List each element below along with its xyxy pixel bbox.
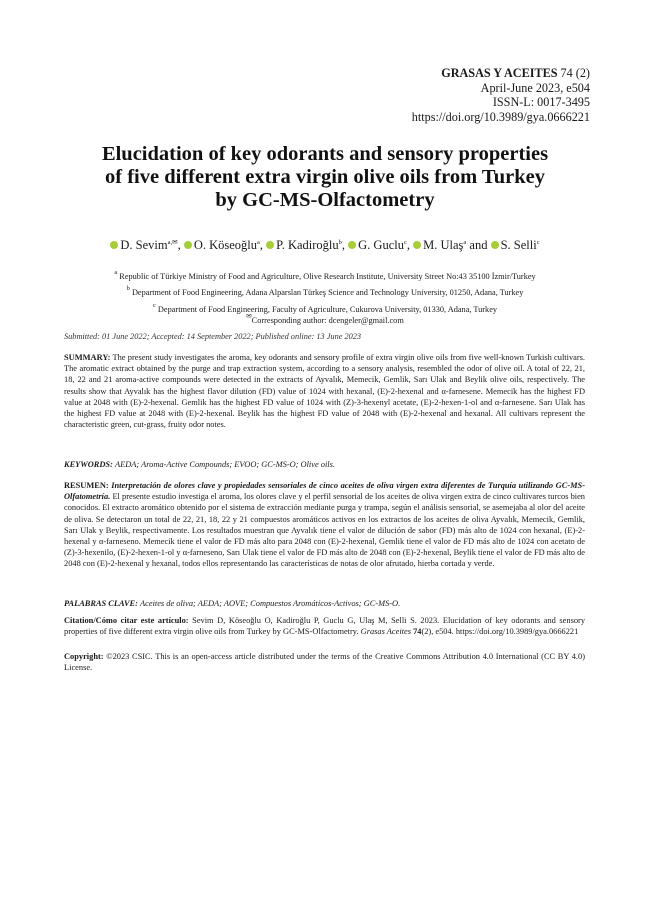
resumen-label: RESUMEN: xyxy=(64,481,109,490)
summary-section xyxy=(64,352,585,430)
resumen-title: Interpretación de olores clave y propiedades sensoriales de cinco aceites de oliva virgen extra diferentes de Turquía utilizando GC-MS-Olfatometría. xyxy=(64,481,585,502)
copyright-section xyxy=(64,651,585,673)
resumen-text: El presente estudio investiga el aroma, los olores clave y el perfil sensorial de los aceites de oliva virgen extra de cinco cultivares turcos bien conocidos. El extracto aromático obtenido por el sistema de extracción mediante purga y trampa, según el análisis sensorial, se asemejaba al olor del aceite de oliva. Se detectaron un total de 22, 21, 18, 22 y 21 compuestos aromáticos activos en los extractos de los aceites de oliva Ayvalık, Memecik, Gemlik, Sarı Ulak y Beylik, respectivamente. Los resultados muestran que Ayvalık tiene el valor de dilución de sabor (FD) más alto de 1024 con hexanal, (E)-2-hexenal y α-farneseno. Memecik tiene el valor de FD más alto para 2048 con (E)-2-hexenal, Gemlik tiene el valor de FD más alto de 1024 con acetato de (Z)-3-hexenilo, (E)-2-hexen-1-ol y α-farneseno, Sarı Ulak tiene el valor de FD más alto de 2048 con (E)-2-hexenal, Beylik tiene el valor de FD más alto de 2048 con (E)-2-hexenal y hexanal, todos ellos representando las características de notas de olor afrutado, hierba cortada y verde. xyxy=(64,492,585,569)
doi-link[interactable]: https://doi.org/10.3989/gya.0666221 xyxy=(411,109,590,124)
summary-text: The present study investigates the aroma, key odorants and sensory profile of extra virgin olive oils from five well-known Turkish cultivars. The aromatic extract obtained by the purge and trap extraction system, according to a sensory analysis, resembled the odor of olive oil. A total of 22, 21, 18, 22 and 21 aroma-active compounds were detected in the extracts of Ayvalık, Memecik, Gemlik, Sarı Ulak and Beylik olive oils, respectively. The results show that Ayvalık has the highest flavor dilution (FD) value of 1024 with hexanal, (E)-2-hexenal and α-farnesene. Memecik has the highest FD value at 2048 with (E)-2-hexenal. Gemlik has the highest FD value of 1024 with (Z)-3-hexenyl acetate, (E)-2-hexen-1-ol and α-farnesene. Sarı Ulak has the highest FD value at 2048 with (E)-2-hexenal. Beylik has the highest FD value of 2048 with (E)-2-hexenal and hexanal. All cultivars represent the characteristic green, cut-grass, fruity odor notes. xyxy=(64,353,585,430)
title-line-3: by GC-MS-Olfactometry xyxy=(215,189,435,211)
author[interactable]: D. Sevim$^{a,✉}$ xyxy=(110,238,177,252)
author[interactable]: P. Kadiroğlu$^b$ xyxy=(266,238,342,252)
title-line-1: Elucidation of key odorants and sensory properties xyxy=(101,143,549,165)
summary-label: SUMMARY: xyxy=(64,353,111,362)
author-list: D. Sevim$^{a,✉}$, O. Köseoğlu$^a$, P. Kadiroğlu$^b$, G. Guclu$^c$, M. Ulaş$^a$ and S. Selli$^c$ xyxy=(0,238,650,253)
title-line-2: of five different extra virgin olive oils from Turkey xyxy=(105,166,545,188)
citation-journal: Grasas Aceites xyxy=(360,627,411,637)
journal-line xyxy=(412,66,590,81)
article-title xyxy=(0,143,650,212)
author[interactable]: S. Selli$^c$ xyxy=(491,238,540,252)
copyright-text: ©2023 CSIC. This is an open-access article distributed under the terms of the Creative Commons Attribution 4.0 International (CC BY 4.0) License. xyxy=(64,652,585,673)
issue-date: April-June 2023, e504 xyxy=(480,80,590,95)
affiliation-b: $^b$ Department of Food Engineering, Adana Alparslan Türkeş Science and Technology University, 01250, Adana, Turkey xyxy=(126,285,524,297)
orcid-icon[interactable] xyxy=(413,241,421,249)
citation-section xyxy=(64,615,585,637)
corresponding-author: ✉Corresponding author: dcengeler@gmail.com xyxy=(246,313,404,325)
affiliation-a: $^a$ Republic of Türkiye Ministry of Food and Agriculture, Olive Research Institute, University Street No:43 35100 İzmir/Turkey xyxy=(114,269,536,281)
palabras-text: Aceites de oliva; AEDA; AOVE; Compuestos Aromáticos-Activos; GC-MS-O. xyxy=(140,599,401,608)
citation-doi[interactable]: (2), e504. https://doi.org/10.3989/gya.0666221 xyxy=(421,627,579,637)
orcid-icon[interactable] xyxy=(348,241,356,249)
palabras-label: PALABRAS CLAVE: xyxy=(64,599,138,608)
orcid-icon[interactable] xyxy=(266,241,274,249)
submission-dates: Submitted: 01 June 2022; Accepted: 14 September 2022; Published online: 13 June 2023 xyxy=(64,332,362,341)
affiliation-c: $^c$ Department of Food Engineering, Faculty of Agriculture, Cukurova University, 01330, Adana, Turkey xyxy=(152,302,498,314)
author[interactable]: G. Guclu$^c$ xyxy=(348,238,407,252)
orcid-icon[interactable] xyxy=(110,241,118,249)
and-word: and xyxy=(469,238,488,252)
orcid-icon[interactable] xyxy=(184,241,192,249)
citation-label: Citation/Cómo citar este artículo: xyxy=(64,616,189,625)
citation-text: Sevim D, Köseoğlu O, Kadiroğlu P, Guclu G, Ulaş M, Selli S. 2023. Elucidation of key odorants and sensory properties of five different extra virgin olive oils from Turkey by GC-MS-Olfactometry. xyxy=(64,616,586,637)
journal-name: GRASAS Y ACEITES xyxy=(441,66,558,80)
keywords-label: KEYWORDS: xyxy=(64,460,113,469)
journal-volume: 74 (2) xyxy=(560,66,590,80)
keywords-text: AEDA; Aroma-Active Compounds; EVOO; GC-MS-O; Olive oils. xyxy=(114,460,335,469)
copyright-label: Copyright: xyxy=(64,652,104,661)
author[interactable]: O. Köseoğlu$^a$ xyxy=(184,238,260,252)
keywords-section xyxy=(64,459,585,470)
journal-header xyxy=(412,66,590,124)
citation-volume: 74 xyxy=(413,627,422,637)
author[interactable]: M. Ulaş$^a$ xyxy=(413,238,466,252)
palabras-clave-section xyxy=(64,598,585,609)
orcid-icon[interactable] xyxy=(491,241,499,249)
issn: ISSN-L: 0017-3495 xyxy=(492,95,590,109)
resumen-section xyxy=(64,480,585,570)
